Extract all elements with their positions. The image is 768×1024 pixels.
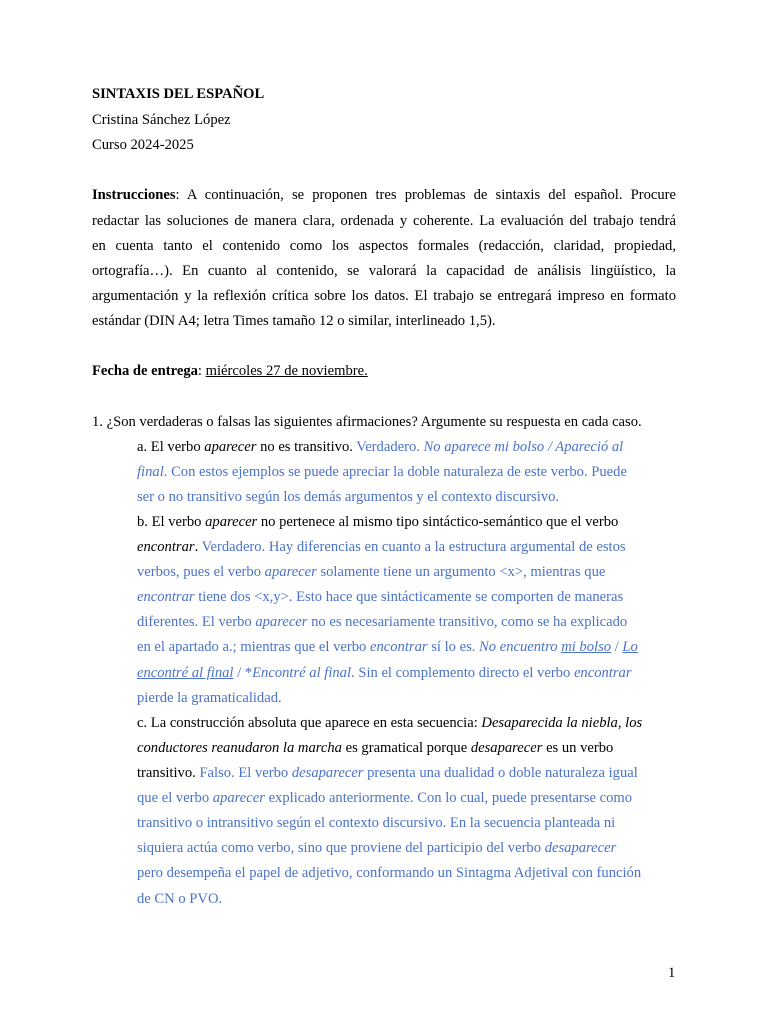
page-number: 1 <box>668 965 676 981</box>
item-b-line: encontrar. Verdadero. Hay diferencias en cuanto a la estructura argumental de estos <box>137 539 626 555</box>
item-a-line: a. El verbo aparecer no es transitivo. Verdadero. No aparece mi bolso / Apareció al <box>137 439 624 455</box>
item-b-line: diferentes. El verbo aparecer no es necesariamente transitivo, como se ha explicado <box>137 614 628 630</box>
due-date-label: Fecha de entrega <box>92 363 198 379</box>
question-1: 1. ¿Son verdaderas o falsas las siguientes afirmaciones? Argumente su respuesta en cada caso. <box>92 414 642 430</box>
item-c-line: conductores reanudaron la marcha es gramatical porque desaparecer es un verbo <box>137 740 614 756</box>
instructions-line: Instrucciones: A continuación, se proponen tres problemas de sintaxis del español. Procure <box>92 187 676 203</box>
instructions-line: argumentación y la reflexión crítica sobre los datos. El trabajo se entregará impreso en formato <box>92 288 676 304</box>
item-b-line: b. El verbo aparecer no pertenece al mismo tipo sintáctico-semántico que el verbo <box>137 514 619 530</box>
instructions-line: en cuenta tanto el contenido como los aspectos formales (redacción, claridad, propiedad, <box>92 238 676 254</box>
instructions-label: Instrucciones <box>92 187 176 203</box>
item-b-line: encontré al final / *Encontré al final. Sin el complemento directo el verbo encontrar <box>137 665 632 681</box>
document-title: SINTAXIS DEL ESPAÑOL <box>92 86 265 102</box>
item-b-line: encontrar tiene dos <x,y>. Esto hace que sintácticamente se comporten de maneras <box>137 589 624 605</box>
item-c-line: c. La construcción absoluta que aparece en esta secuencia: Desaparecida la niebla, los <box>137 715 643 731</box>
item-c-line: de CN o PVO. <box>137 891 223 907</box>
item-c-line: transitivo. Falso. El verbo desaparecer presenta una dualidad o doble naturaleza igual <box>137 765 638 781</box>
item-c-line: que el verbo aparecer explicado anteriormente. Con lo cual, puede presentarse como <box>137 790 633 806</box>
item-c-line: siquiera actúa como verbo, sino que proviene del participio del verbo desaparecer <box>137 840 617 856</box>
item-b-line: pierde la gramaticalidad. <box>137 690 282 706</box>
item-a-line: final. Con estos ejemplos se puede apreciar la doble naturaleza de este verbo. Puede <box>137 464 627 480</box>
course-year: Curso 2024-2025 <box>92 137 194 153</box>
item-a-line: ser o no transitivo según los demás argumentos y el contexto discursivo. <box>137 489 560 505</box>
instructions-line: ortografía…). En cuanto al contenido, se valorará la capacidad de análisis lingüístico, la <box>92 263 676 279</box>
item-b-line: verbos, pues el verbo aparecer solamente tiene un argumento <x>, mientras que <box>137 564 606 580</box>
item-c-line: pero desempeña el papel de adjetivo, conformando un Sintagma Adjetival con función <box>137 865 642 881</box>
instructions-line: estándar (DIN A4; letra Times tamaño 12 o similar, interlineado 1,5). <box>92 313 496 329</box>
item-b-line: en el apartado a.; mientras que el verbo encontrar sí lo es. No encuentro mi bolso / Lo <box>137 639 638 655</box>
instructions-line: redactar las soluciones de manera clara, ordenada y coherente. La evaluación del trabajo tendrá <box>92 213 676 229</box>
author-name: Cristina Sánchez López <box>92 112 231 128</box>
due-date-value: miércoles 27 de noviembre. <box>205 363 368 379</box>
item-c-line: transitivo o intransitivo según el contexto discursivo. En la secuencia planteada ni <box>137 815 616 831</box>
due-date: Fecha de entrega: miércoles 27 de noviembre. <box>92 363 368 379</box>
